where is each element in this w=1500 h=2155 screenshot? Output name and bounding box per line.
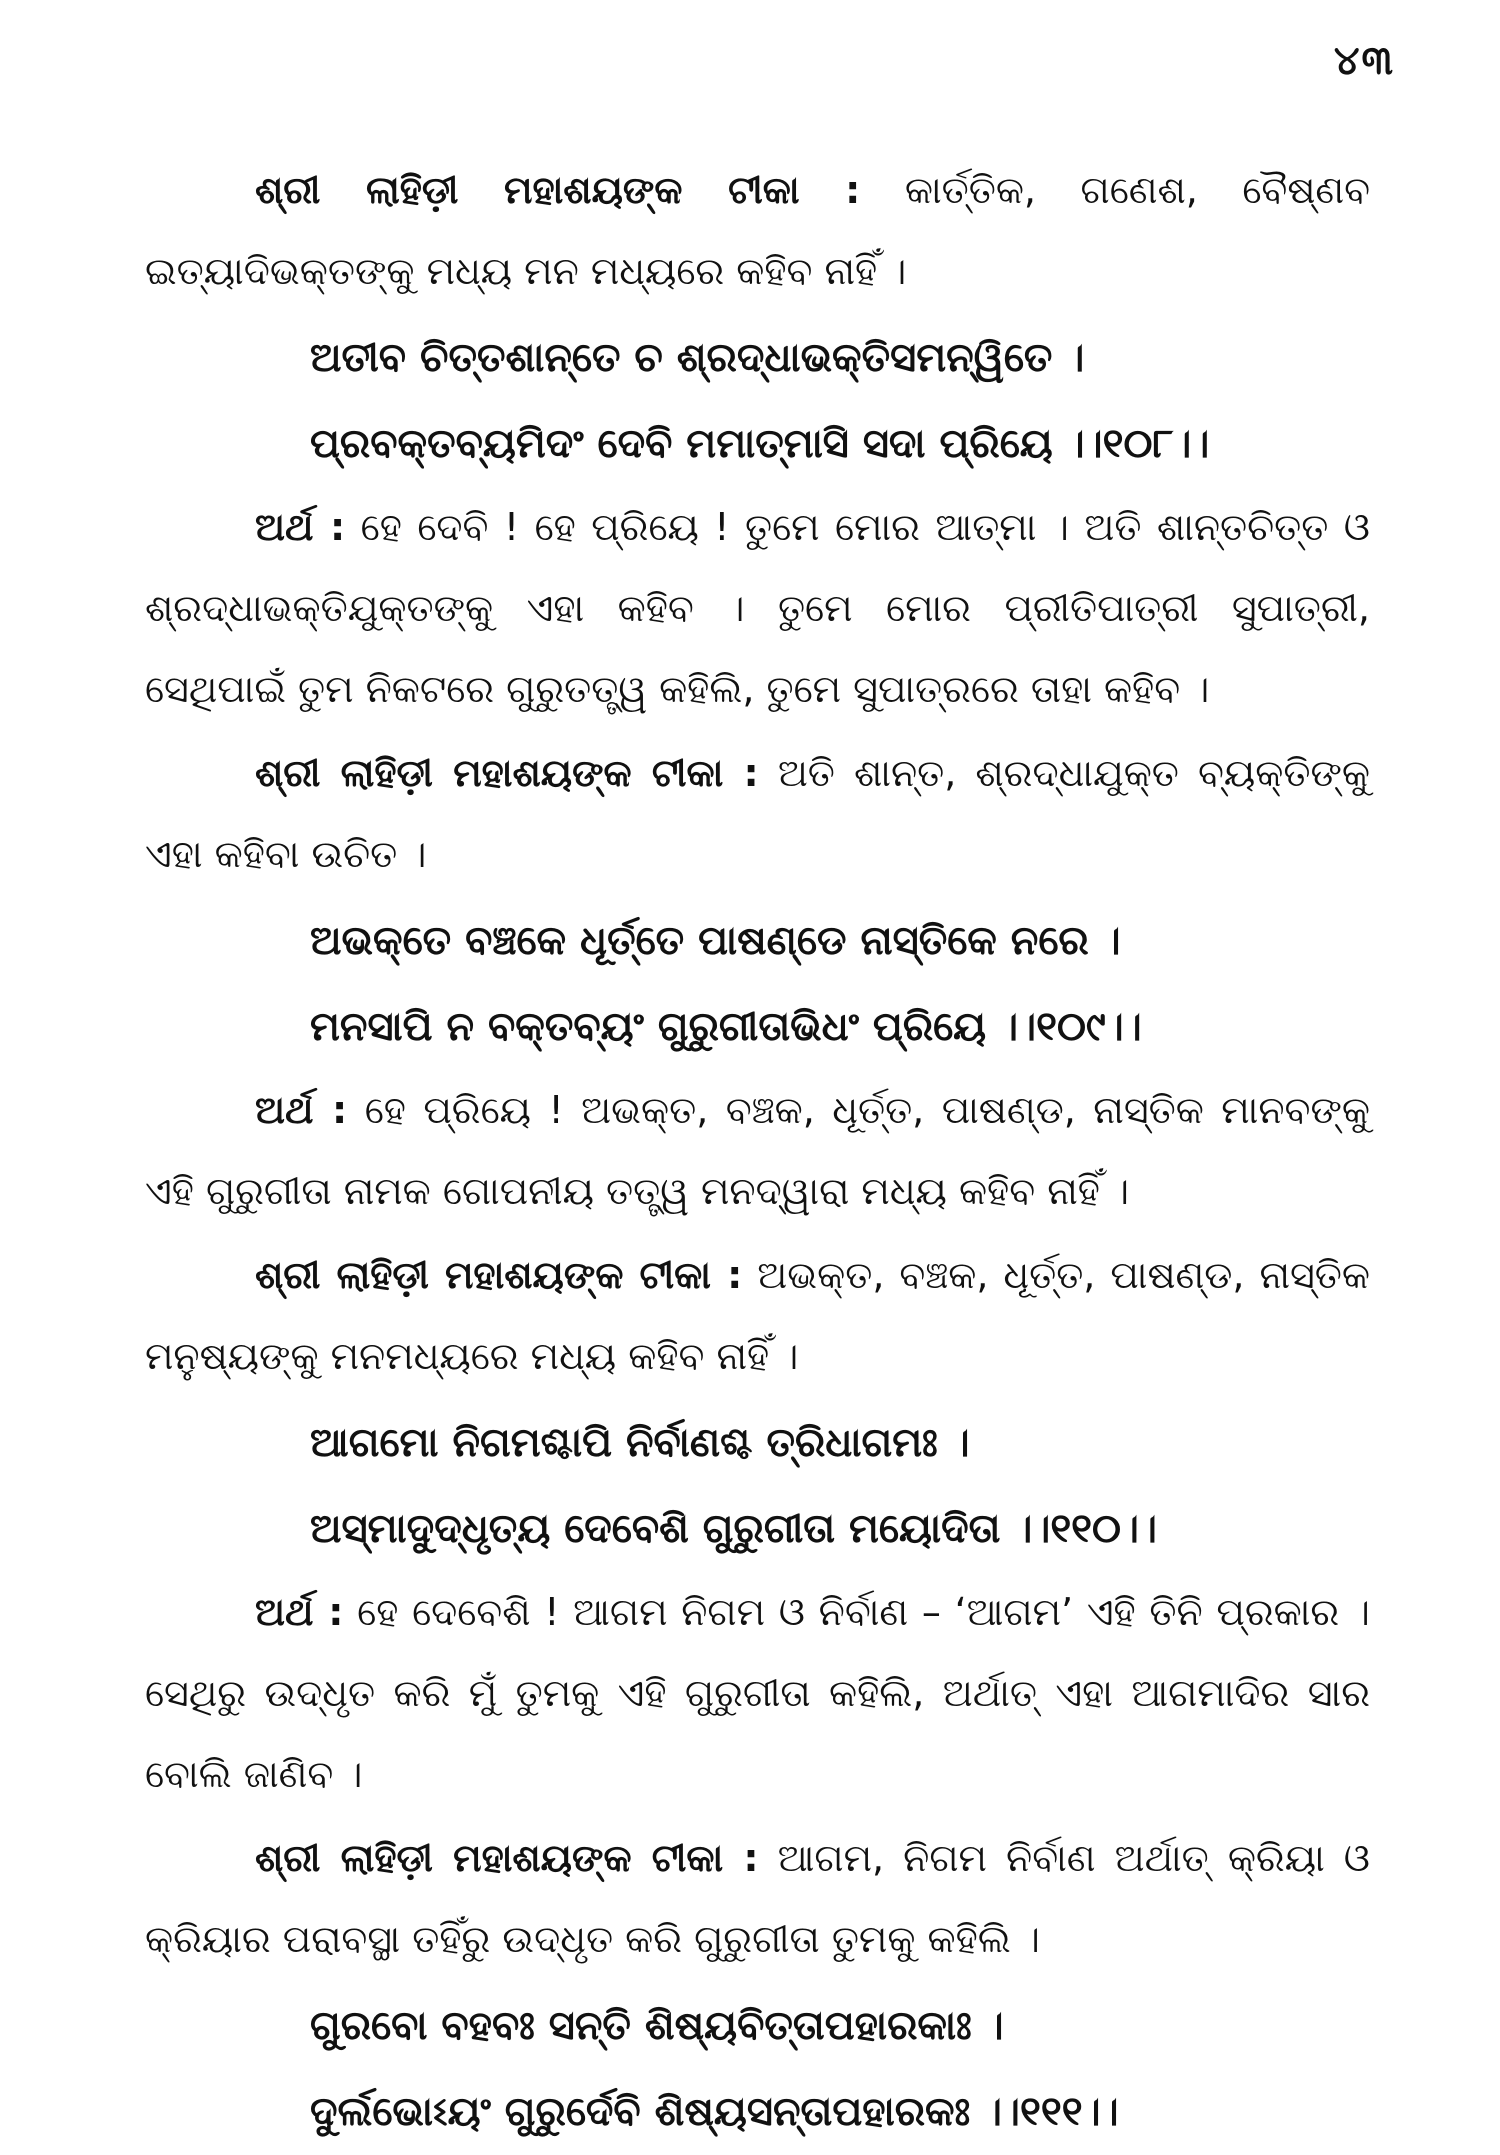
commentary-paragraph [145, 150, 1370, 312]
meaning-paragraph [145, 1070, 1370, 1232]
commentary-text: ଅଭକ୍ତ, ବଞ୍ଚକ, ଧୂର୍ତ୍ତ, ପାଷଣ୍ଡ, ନାସ୍ତିକ ମନୁଷ୍ୟଙ୍କୁ ମନମଧ୍ୟରେ ମଧ୍ୟ କହିବ ନାହିଁ । [145, 1253, 1370, 1378]
meaning-text: ହେ ପ୍ରିୟେ ! ଅଭକ୍ତ, ବଞ୍ଚକ, ଧୂର୍ତ୍ତ, ପାଷଣ୍ଡ, ନାସ୍ତିକ ମାନବଙ୍କୁ ଏହି ଗୁରୁଗୀତା ନାମକ ଗୋପନୀୟ ତତ୍ତ୍ୱ ମନଦ୍ୱାରା ମଧ୍ୟ କହିବ ନାହିଁ । [145, 1088, 1370, 1213]
verse-block [145, 1983, 1370, 2155]
commentary-text: ଅତି ଶାନ୍ତ, ଶ୍ରଦ୍ଧାଯୁକ୍ତ ବ୍ୟକ୍ତିଙ୍କୁ ଏହା କହିବା ଉଚିତ । [145, 751, 1370, 876]
verse-line: ଗୁରବୋ ବହବଃ ସନ୍ତି ଶିଷ୍ୟବିତ୍ତାପହାରକାଃ । [310, 2003, 1004, 2049]
verse-block [145, 315, 1370, 487]
verse-line: ଅତୀବ ଚିତ୍ତଶାନ୍ତେ ଚ ଶ୍ରଦ୍ଧାଭକ୍ତିସମନ୍ୱିତେ । [310, 335, 1085, 381]
commentary-text: କାର୍ତ୍ତିକ, ଗଣେଶ, ବୈଷ୍ଣବ ଇତ୍ୟାଦିଭକ୍ତଙ୍କୁ ମଧ୍ୟ ମନ ମଧ୍ୟରେ କହିବ ନାହିଁ । [145, 168, 1371, 293]
commentary-label: ଶ୍ରୀ ଲାହିଡ଼ୀ ମହାଶୟଙ୍କ ଟୀକା : [255, 1253, 743, 1297]
verse-line: ଅସ୍ମାଦୁଦ୍ଧୃତ୍ୟ ଦେବେଶି ଗୁରୁଗୀତା ମୟୋଦିତା ।।୧୧୦।। [310, 1506, 1157, 1552]
commentary-label: ଶ୍ରୀ ଲାହିଡ଼ୀ ମହାଶୟଙ୍କ ଟୀକା : [255, 751, 759, 795]
commentary-paragraph [145, 733, 1370, 895]
verse-line: ଦୁର୍ଲଭୋଽୟଂ ଗୁରୁର୍ଦେବି ଶିଷ୍ୟସନ୍ତାପହାରକଃ ।।୧୧୧।। [310, 2089, 1119, 2135]
meaning-label: ଅର୍ଥ : [255, 1590, 344, 1634]
commentary-paragraph [145, 1818, 1370, 1980]
meaning-label: ଅର୍ଥ : [255, 505, 346, 549]
verse-line: ଆଗମୋ ନିଗମଶ୍ଚାପି ନିର୍ବାଣଶ୍ଚ ତ୍ରିଧାଗମଃ । [310, 1420, 970, 1466]
meaning-label: ଅର୍ଥ : [255, 1088, 348, 1132]
commentary-label: ଶ୍ରୀ ଲାହିଡ଼ୀ ମହାଶୟଙ୍କ ଟୀକା : [255, 1836, 759, 1880]
commentary-text: ଆଗମ, ନିଗମ ନିର୍ବାଣ ଅର୍ଥାତ୍ କ୍ରିୟା ଓ କ୍ରିୟାର ପରାବସ୍ଥା ତହିଁରୁ ଉଦ୍ଧୃତ କରି ଗୁରୁଗୀତା ତୁମକୁ କହିଲି । [145, 1836, 1370, 1961]
verse-block [145, 1400, 1370, 1572]
commentary-paragraph [145, 1235, 1370, 1397]
page-number: ୪୩ [1333, 38, 1395, 84]
meaning-text: ହେ ଦେବି ! ହେ ପ୍ରିୟେ ! ତୁମେ ମୋର ଆତ୍ମା । ଅତି ଶାନ୍ତଚିତ୍ତ ଓ ଶ୍ରଦ୍ଧାଭକ୍ତିଯୁକ୍ତଙ୍କୁ ଏହା କହିବ । ତୁମେ ମୋର ପ୍ରୀତିପାତ୍ରୀ ସୁପାତ୍ରୀ, ସେଥିପାଇଁ ତୁମ ନିକଟରେ ଗୁରୁତତ୍ତ୍ୱ କହିଲି, ତୁମେ ସୁପାତ୍ରରେ ତାହା କହିବ । [145, 505, 1370, 711]
meaning-text: ହେ ଦେବେଶି ! ଆଗମ ନିଗମ ଓ ନିର୍ବାଣ – ‘ଆଗମ’ ଏହି ତିନି ପ୍ରକାର । ସେଥିରୁ ଉଦ୍ଧୃତ କରି ମୁଁ ତୁମକୁ ଏହି ଗୁରୁଗୀତା କହିଲି, ଅର୍ଥାତ୍ ଏହା ଆଗମାଦିର ସାର ବୋଲି ଜାଣିବ । [145, 1590, 1370, 1796]
verse-line: ମନସାପି ନ ବକ୍ତବ୍ୟଂ ଗୁରୁଗୀତାଭିଧଂ ପ୍ରିୟେ ।।୧୦୯।। [310, 1004, 1142, 1050]
verse-line: ଅଭକ୍ତେ ବଞ୍ଚକେ ଧୂର୍ତ୍ତେ ପାଷଣ୍ଡେ ନାସ୍ତିକେ ନରେ । [310, 918, 1121, 964]
meaning-paragraph [145, 487, 1370, 730]
meaning-paragraph [145, 1572, 1370, 1815]
commentary-label: ଶ୍ରୀ ଲାହିଡ଼ୀ ମହାଶୟଙ୍କ ଟୀକା : [255, 168, 861, 212]
verse-line: ପ୍ରବକ୍ତବ୍ୟମିଦଂ ଦେବି ମମାତ୍ମାସି ସଦା ପ୍ରିୟେ ।।୧୦୮।। [310, 421, 1210, 467]
verse-block [145, 898, 1370, 1070]
